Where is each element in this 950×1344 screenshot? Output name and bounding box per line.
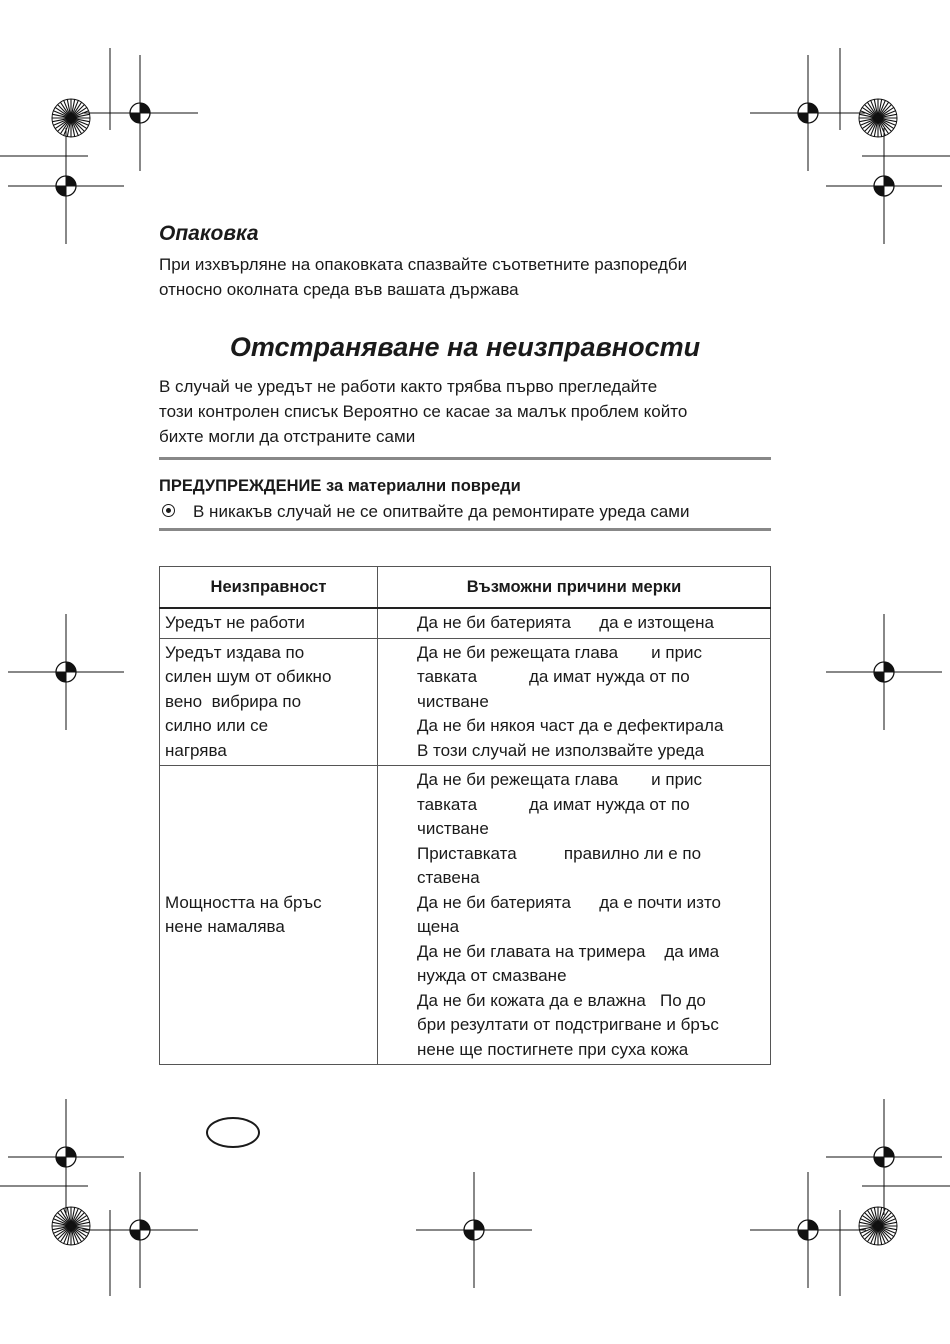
intro-line: бихте могли да отстраните сами (159, 427, 416, 446)
bullet-circle-icon (162, 504, 175, 517)
registration-mark-icon-top-1 (82, 55, 198, 171)
registration-mark-icon-bottom-1 (82, 1172, 198, 1288)
registration-mark-icon-left-1 (8, 128, 124, 244)
cause-line: Да не би батерията да е почти изто (417, 892, 721, 912)
fault-cell (160, 638, 378, 766)
registration-mark-icon-right-2 (826, 614, 942, 730)
header-fault: Неизправност (160, 567, 378, 609)
cause-line: В този случай не използвайте уреда (417, 740, 705, 760)
packaging-line: При изхвърляне на опаковката спазвайте съответните разпоредби (159, 255, 688, 274)
star-target-icon-br (859, 1207, 897, 1245)
cause-line: чистване (417, 819, 489, 838)
troubleshooting-heading: Отстраняване на неизправности (229, 332, 701, 362)
registration-mark-icon-left-2 (8, 614, 124, 730)
fault-line: вено вибрира по (165, 691, 302, 711)
intro-line: В случай че уредът не работи както трябва първо прегледайте (159, 377, 658, 396)
intro-line: този контролен списък Вероятно се касае за малък проблем който (159, 402, 688, 421)
cause-line: Да не би режещата глава и прис (417, 642, 703, 662)
star-target-icon-bl (52, 1207, 90, 1245)
fault-line: Мощността на бръс (165, 892, 322, 912)
cause-line: щена (417, 917, 460, 936)
registration-mark-icon-bottom-2 (416, 1172, 532, 1288)
cause-line: Да не би главата на тримера да има (417, 941, 720, 961)
cause-line: тавката да имат нужда от по (417, 667, 690, 686)
table-header-row (160, 567, 771, 609)
cause-cell (378, 766, 771, 1065)
packaging-heading: Опаковка (159, 222, 259, 245)
fault-cell (160, 766, 378, 1065)
star-target-icon-tr (859, 99, 897, 137)
cause-line: Да не би батерията да е изтощена (417, 613, 714, 632)
fault-line: нагрява (165, 740, 227, 760)
warning-text: В никакъв случай не се опитвайте да ремонтирате уреда сами (193, 502, 690, 521)
fault-line: силно или се (165, 716, 269, 735)
warning-line (159, 501, 779, 523)
registration-mark-icon-top-2 (750, 55, 866, 171)
cause-line: бри резултати от подстригване и бръс (417, 1015, 719, 1034)
header-causes: Възможни причини мерки (378, 567, 771, 609)
cause-line: Да не би кожата да е влажна По до (417, 990, 706, 1010)
table-row (160, 766, 771, 1065)
warning-title: ПРЕДУПРЕЖДЕНИЕ за материални повреди (159, 477, 521, 495)
fault-line: Уредът издава по (165, 642, 305, 662)
packaging-text (159, 252, 779, 302)
table-row (160, 638, 771, 766)
cause-line: нужда от смазване (417, 966, 567, 985)
cause-cell (378, 608, 771, 638)
registration-mark-icon-left-3 (8, 1099, 124, 1215)
table-row (160, 608, 771, 638)
cause-cell (378, 638, 771, 766)
cause-line: Приставката правилно ли е по (417, 843, 702, 863)
troubleshooting-intro (159, 374, 779, 449)
fault-line: нене намалява (165, 917, 285, 936)
language-oval-icon (206, 1117, 260, 1148)
cause-line: тавката да имат нужда от по (417, 794, 690, 814)
packaging-line: относно околната среда във вашата държава (159, 280, 519, 299)
star-target-icon-tl (52, 99, 90, 137)
cause-line: нене ще постигнете при суха кожа (417, 1039, 689, 1059)
fault-cell (160, 608, 378, 638)
cause-line: чистване (417, 691, 489, 711)
cause-line: Да не би някоя част да е дефектирала (417, 716, 724, 735)
registration-mark-icon-right-1 (826, 128, 942, 244)
fault-line: силен шум от обикно (165, 667, 332, 686)
cause-line: Да не би режещата глава и прис (417, 770, 703, 789)
section-divider-bottom (159, 528, 771, 531)
registration-mark-icon-bottom-3 (750, 1172, 866, 1288)
troubleshooting-table (159, 566, 771, 1065)
section-divider-top (159, 457, 771, 460)
registration-mark-icon-right-3 (826, 1099, 942, 1215)
fault-line: Уредът не работи (165, 613, 305, 632)
cause-line: ставена (417, 868, 480, 887)
